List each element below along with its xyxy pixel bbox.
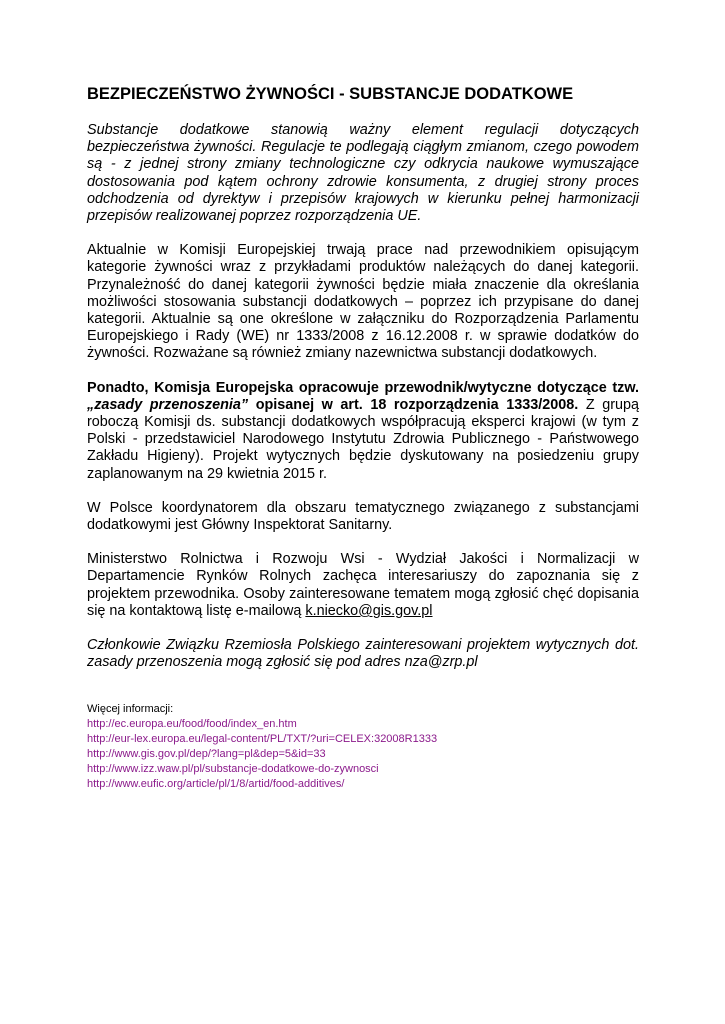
transfer-principle-paragraph <box>87 380 639 483</box>
categories-paragraph: Aktualnie w Komisji Europejskiej trwają prace nad przewodnikiem opisującym kategorie żywności wraz z przykładami produktów należących do danej kategorii. Przynależność do danej kategorii żywności będzie miała znaczenie dla określania możliwości stosowania substancji dodatkowych – poprzez ich przypisane do danej kategorii. Aktualnie są one określone w załączniku do Rozporządzenia Parlamentu Europejskiego i Rady (WE) nr 1333/2008 z 16.12.2008 r. w sprawie dodatków do żywności. Rozważane są również zmiany nazewnictwa substancji dodatkowych. <box>87 242 639 362</box>
transfer-principle-rest: Z grupą roboczą Komisji ds. substancji dodatkowych współpracują eksperci krajowi (w tym z Polski - przedstawiciel Narodowego Instytutu Zdrowia Publicznego - Państwowego Zakładu Higieny). Projekt wytycznych będzie dyskutowany na posiedzeniu grupy zaplanowanym na 29 kwietnia 2015 r. <box>87 396 639 482</box>
transfer-principle-bold-italic: „zasady przenoszenia” <box>87 396 249 413</box>
more-info-label: Więcej informacji: <box>87 703 174 716</box>
info-link-ec-europa[interactable]: http://ec.europa.eu/food/food/index_en.htm <box>87 718 297 731</box>
document-title: BEZPIECZEŃSTWO ŻYWNOŚCI - SUBSTANCJE DODATKOWE <box>87 85 574 103</box>
transfer-principle-bold-b: opisanej w art. 18 rozporządzenia 1333/2008. <box>248 396 579 413</box>
document-page <box>87 84 639 792</box>
coordinator-paragraph: W Polsce koordynatorem dla obszaru tematycznego związanego z substancjami dodatkowymi jest Główny Inspektorat Sanitarny. <box>87 499 639 534</box>
info-link-eur-lex[interactable]: http://eur-lex.europa.eu/legal-content/PL/TXT/?uri=CELEX:32008R1333 <box>87 733 438 746</box>
transfer-principle-bold-a: Ponadto, Komisja Europejska opracowuje przewodnik/wytyczne dotyczące tzw. <box>87 379 639 396</box>
intro-paragraph: Substancje dodatkowe stanowią ważny element regulacji dotyczących bezpieczeństwa żywności. Regulacje te podlegają ciągłym zmianom, czego powodem są - z jednej strony zmiany technologiczne czy odkrycia naukowe wymuszające dostosowania pod kątem ochrony zdrowie konsumenta, z drugiej strony proces odchodzenia od dyrektyw i przepisów krajowych w kierunku pełnej harmonizacji przepisów realizowanej poprzez rozporządzenia UE. <box>87 122 639 225</box>
ministry-paragraph <box>87 551 639 620</box>
email-link[interactable]: k.niecko@gis.gov.pl <box>305 602 433 619</box>
info-link-gis[interactable]: http://www.gis.gov.pl/dep/?lang=pl&dep=5&id=33 <box>87 748 326 761</box>
info-link-izz[interactable]: http://www.izz.waw.pl/pl/substancje-dodatkowe-do-zywnosci <box>87 763 379 776</box>
ministry-text: Ministerstwo Rolnictwa i Rozwoju Wsi - Wydział Jakości i Normalizacji w Departamencie Rynków Rolnych zachęca interesariuszy do zapoznania się z projektem przewodnika. Osoby zainteresowane tematem mogą zgłosić chęć dopisania się na kontaktową listę e-mailową <box>87 551 639 619</box>
more-info-section <box>87 702 639 792</box>
info-link-eufic[interactable]: http://www.eufic.org/article/pl/1/8/artid/food-additives/ <box>87 778 345 791</box>
members-paragraph: Członkowie Związku Rzemiosła Polskiego zainteresowani projektem wytycznych dot. zasady przenoszenia mogą zgłosić się pod adres nza@zrp.pl <box>87 637 639 671</box>
